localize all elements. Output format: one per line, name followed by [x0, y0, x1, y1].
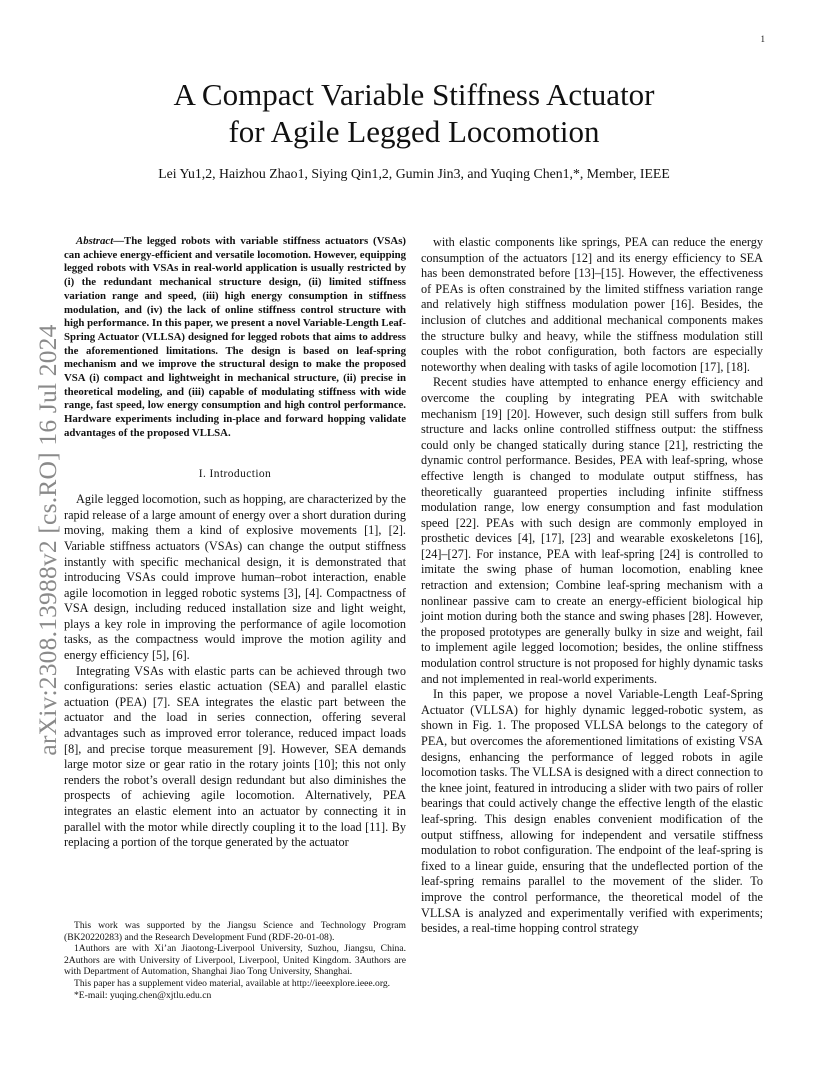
footnote-supplement: This paper has a supplement video material, available at http://ieeexplore.ieee.org.	[74, 977, 391, 989]
paper-title	[90, 76, 738, 150]
abstract-text: —The legged robots with variable stiffness actuators (VSAs) can achieve energy-efficient and versatile locomotion. However, equipping legged robots with VSAs in real-world application is usually restricted by (i) the redundant mechanical structure design, (ii) limited stiffness variation range and speed, (iii) high energy consumption in stiffness modulation, and (iv) the lack of online stiffness control structure with high performance. In this paper, we present a novel Variable-Length Leaf-Spring Actuator (VLLSA) designed for legged robots that aims to address the aforementioned limitations. The design is based on leaf-spring mechanism and we improve the structural design to make the proposed VSA (i) compact and lightweight in mechanical structure, (ii) precise in theoretical modeling, and (iii) capable of modulating stiffness with wide range, fast speed, low energy consumption and high control performance. Hardware experiments including in-place and forward hopping validate advantages of the proposed VLLSA.	[64, 235, 406, 439]
body-paragraph: Recent studies have attempted to enhance energy efficiency and overcome the coupling by integrating PEA with switchable mechanism [19] [20]. However, such design still suffers from bulk structure and lacks online controlled stiffness output: the stiffness could only be changed statically during stance [21], restricting the dynamic control performance. Besides, PEA with leaf-spring, whose effective length is changed to modulate output stiffness, has theoretically guaranteed properties including infinite stiffness modulation range, low energy consumption and fast modulation speed [22]. PEAs with such design are commonly employed in prosthetic devices [4], [17], [23] and wearable exoskeletons [16], [24]–[27]. For instance, PEA with leaf-spring [24] is controlled to imitate the swing phase of human locomotion, enabling knee retraction and extension; Combine leaf-spring mechanism with a nonlinear passive cam to create an energy-efficient biological hip joint motion during both the stance and swing phases [28]. However, the proposed prototypes are generally bulky in size and weight, fail to implement agile legged locomotion; besides, the online stiffness modulation control structure is not proposed for highly dynamic tasks and not implemented in real-world experiments.	[421, 375, 763, 686]
body-paragraph: Integrating VSAs with elastic parts can be achieved through two configurations: series elastic actuation (SEA) and parallel elastic actuation (PEA) [7]. SEA integrates the elastic part between the actuator and the load in series connection, offering several advantages such as improved error tolerance, reduced impact loads [8], and precise torque measurement [9]. However, SEA demands large motor size or gear ratio in the rotary joints [10]; this not only renders the robot’s overall design redundant but also diminishes the prospects of achieving agile locomotion. Alternatively, PEA integrates an elastic element into an actuator by connecting it in parallel with the motor while directly coupling it to the load [11]. By replacing a portion of the torque generated by the actuator	[64, 663, 406, 850]
right-column	[421, 235, 763, 937]
page-number: 1	[760, 34, 765, 44]
arxiv-stamp: arXiv:2308.13988v2 [cs.RO] 16 Jul 2024	[33, 324, 62, 756]
title-line-2: for Agile Legged Locomotion	[228, 114, 600, 149]
footnote-funding: This work was supported by the Jiangsu Science and Technology Program (BK20220283) and the Research Development Fund (RDF-20-01-08).	[64, 920, 406, 943]
abstract	[64, 235, 406, 441]
body-paragraph: Agile legged locomotion, such as hopping, are characterized by the rapid release of a large amount of energy over a short duration during moving, making them a kind of explosive movements [1], [2]. Variable stiffness actuators (VSAs) can change the output stiffness instantly with specific mechanical design, it is demonstrated that introducing VSAs could improve human–robot interaction, enable agile locomotion in legged robotic systems [3], [4]. Compactness of VSA design, including reduced installation size and light weight, plays a key role in improving the performance of agile locomotion tasks, as the compactness would improve the motion agility and energy efficiency [5], [6].	[64, 492, 406, 663]
section-heading-introduction: I. Introduction	[198, 467, 272, 480]
footnotes	[64, 920, 406, 1001]
footnote-affiliations: 1Authors are with Xi’an Jiaotong-Liverpool University, Suzhou, Jiangsu, China. 2Authors are with University of Liverpool, Liverpool, United Kingdom. 3Authors are with Department of Automation, Shanghai Jiao Tong University, Shanghai.	[64, 943, 406, 978]
title-line-1: A Compact Variable Stiffness Actuator	[173, 77, 655, 112]
author-list: Lei Yu1,2, Haizhou Zhao1, Siying Qin1,2, Gumin Jin3, and Yuqing Chen1,*, Member, IEEE	[158, 166, 670, 181]
footnote-email: *E-mail: yuqing.chen@xjtlu.edu.cn	[74, 989, 212, 1001]
abstract-label: Abstract	[76, 235, 114, 247]
body-paragraph: with elastic components like springs, PEA can reduce the energy consumption of the actuators [12] and its energy efficiency to SEA has been demonstrated before [13]–[15]. However, the effectiveness of PEAs is often constrained by the limited stiffness variation range and relatively high stiffness modulation power [16]. Besides, the inclusion of clutches and additional mechanical components makes the structure bulky and heavy, while the stiffness modulation still couples with the robot configuration, both factors are especially noteworthy when dealing with tasks of agile locomotion [17], [18].	[421, 235, 763, 374]
left-column	[64, 235, 406, 851]
body-paragraph: In this paper, we propose a novel Variable-Length Leaf-Spring Actuator (VLLSA) for highly dynamic legged-robotic system, as shown in Fig. 1. The proposed VLLSA belongs to the category of PEA, but overcomes the aforementioned limitations of existing VSA designs, enhancing the performance of legged robots in agile locomotion tasks. The VLLSA is designed with a direct connection to the knee joint, featured in introducing a slider with two pairs of roller bearings that could actively change the effective length of the elastic leaf-spring. This design enables convenient modification of the output stiffness, allowing for independent and versatile stiffness modulation to robot configuration. The endpoint of the leaf-spring is fixed to a linear guide, ensuring that the undeflected portion of the leaf-spring remains parallel to the movement of the slider. To improve the control performance, the theoretical model of the VLLSA is analyzed and experimentally verified with experiments; besides, a real-time hopping control strategy	[421, 687, 763, 936]
